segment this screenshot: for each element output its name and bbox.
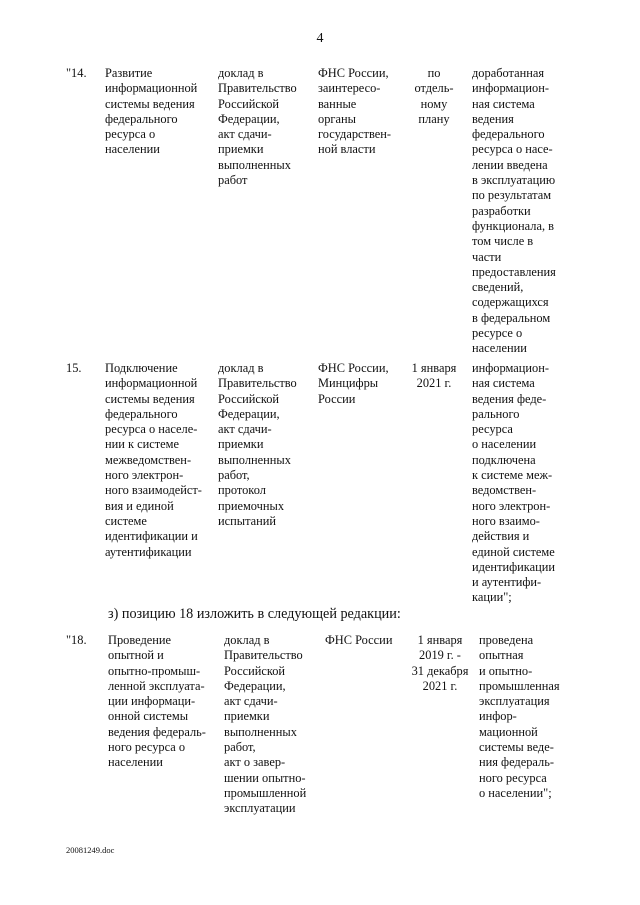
deadline: 1 января 2019 г. - 31 декабря 2021 г. xyxy=(411,633,469,693)
measure-name: Развитие информационной системы ведения федерального ресурса о населении xyxy=(105,66,198,157)
expected-result: проведена опытная и опытно- промышленная эксплуатация инфор- мационной системы веде- ния федераль- ного ресурса о населении"; xyxy=(479,633,560,800)
deadline: 1 января 2021 г. xyxy=(411,361,457,391)
position-number: "14. xyxy=(66,66,87,80)
measure-name: Проведение опытной и опытно-промыш- ленной эксплуата- ции информаци- онной системы ведения федераль- ного ресурса о населении xyxy=(108,633,206,770)
deadline: по отдель- ному плану xyxy=(414,66,454,126)
expected-result: доработанная информацион- ная система ведения федерального ресурса о насе- лении введена в эксплуатацию по результатам разработки функционала, в том числе в части предоставления сведений, содержащихся в федеральном ресурсе о населении xyxy=(472,66,556,356)
report-form: доклад в Правительство Российской Федерации, акт сдачи- приемки выполненных работ, акт о завер- шении опытно- промышленной эксплуатации xyxy=(224,633,307,816)
responsible-executors: ФНС России, Минцифры России xyxy=(318,361,389,406)
report-form: доклад в Правительство Российской Федерации, акт сдачи- приемки выполненных работ, протокол приемочных испытаний xyxy=(218,361,297,528)
responsible-executors: ФНС России, заинтересо- ванные органы государствен- ной власти xyxy=(318,66,391,157)
amendment-heading: з) позицию 18 изложить в следующей редакции: xyxy=(108,606,401,622)
report-form: доклад в Правительство Российской Федерации, акт сдачи- приемки выполненных работ xyxy=(218,66,297,188)
page-number: 4 xyxy=(316,31,324,46)
responsible-executors: ФНС России xyxy=(325,633,393,647)
position-number: "18. xyxy=(66,633,87,647)
measure-name: Подключение информационной системы ведения федерального ресурса о населе- нии к системе межведомствен- ного электрон- ного взаимодейст- вия и единой системе идентификации и аутентификации xyxy=(105,361,202,559)
position-number: 15. xyxy=(66,361,82,375)
expected-result: информацион- ная система ведения феде- рального ресурса о населении подключена к системе меж- ведомствен- ного электрон- ного взаимо- действия и единой системе идентификации и аутентифи- кации"; xyxy=(472,361,555,605)
document-filename: 20081249.doc xyxy=(66,845,115,855)
